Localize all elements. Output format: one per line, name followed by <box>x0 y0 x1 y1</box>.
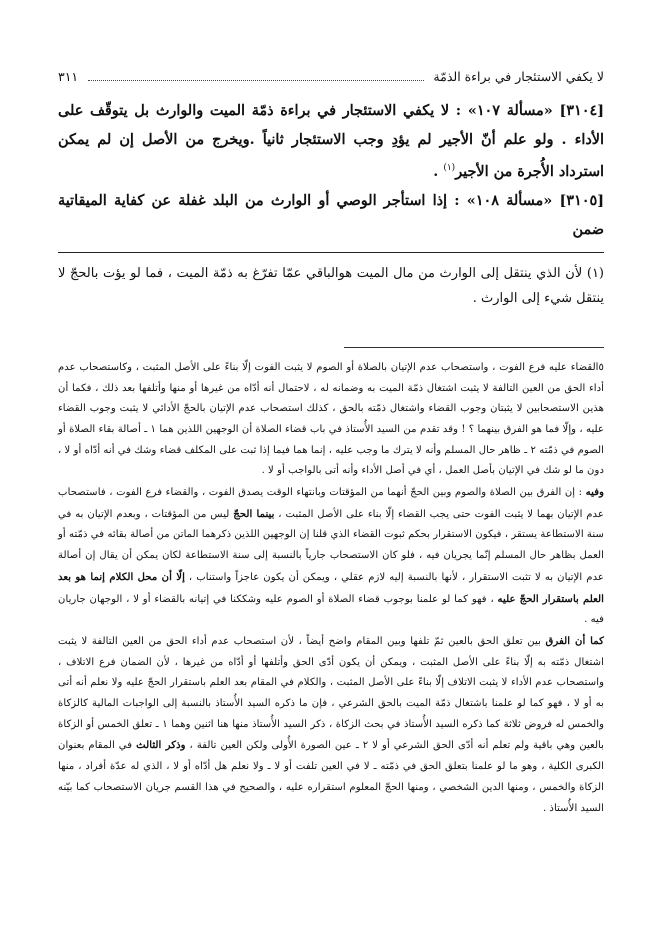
commentary-bold-lead: كما أن الفرق <box>545 634 604 647</box>
issue-108 <box>58 186 604 244</box>
commentary-paragraph-1: ٥القضاء عليه فرع الفوت ، واستصحاب عدم الإتيان بالصلاة أو الصوم لا يثبت الفوت إلّا بناءً على الأصل المثبت ، وكاستصحاب عدم أداء الحق من العين التالفة لا يثبت اشتغال ذمّة الميت به وضمانه له ، لاحتمال أنه أدّاه من غيرها أو منها وأتلفها بعد ذلك ، فكما أن هذين الاستصحابين لا يثبتان وجوب القضاء واشتغال ذمّته بالحق ، كذلك استصحاب عدم الإتيان بالحجّ الأدائي لا يثبت وجوب القضاء عليه ، وإلّا فما هو الفرق بينهما ؟ ! وقد تقدم من السيد الأُستاذ في باب قضاء الصلاة أن الوجهين اللذين هما ١ ـ أصالة بقاء الصلاة أو الصوم في ذمّته ٢ ـ ظاهر حال المسلم وأنه لا يترك ما وجب عليه ، إنما هما فيما إذا ثبت على المكلف قضاء وشك في أنه أدّاه أو لا ، دون ما لو شك في الإتيان بأصل العمل ، أي في أصل الأداء وأنه أتى بالواجب أو لا . <box>58 361 604 477</box>
footnote-divider <box>58 252 604 253</box>
footnote-1 <box>58 261 604 311</box>
running-title: لا يكفي الاستئجار في براءة الذمّة <box>433 69 604 84</box>
issue-107-label: «مسألة ١٠٧» <box>467 102 553 119</box>
commentary-divider <box>344 347 604 348</box>
book-page <box>58 66 604 819</box>
issue-107-text: : لا يكفي الاستئجار في براءة ذمّة الميت والوارث بل يتوقّف على الأداء . ولو علم أنّ الأجير لم يؤدِ وجب الاستئجار ثانياً .ويخرج من الأصل إن لم يمكن استرداد الأُجرة من الأجير <box>58 102 604 180</box>
commentary <box>58 358 604 819</box>
issue-107-number: [٣١٠٤] <box>559 102 604 119</box>
commentary-paragraph-2: وفيه : إن الفرق بين الصلاة والصوم وبين الحجّ أنهما من المؤقتات وبانتهاء الوقت يصدق الفوت ، والقضاء فرع الفوت ، فاستصحاب عدم الإتيان بهما لا يثبت الفوت حتى يجب القضاء إلّا بناء على الأصل المثبت ، بينما الحجّ ليس من المؤقتات ، وبعدم الإتيان به في سنة الاستطاعة يستقر ، فيكون الاستقرار بحكم ثبوت القضاء الذي قلنا إن الوجهين اللذين ذكرهما الماتن من أصالة بقائه في ذمّته أو العمل بظاهر حال المسلم إنّما يجريان فيه ، فلو كان الاستصحاب جارياً بالنسبة إلى سنة الاستطاعة لكان يمكن أن يقال إن أصالة عدم الإتيان به لا تثبت الاستقرار ، لأنها بالنسبة إليه لازم عقلي ، ويمكن أن يكون عاجزاً واستناب ، إلّا أن محل الكلام إنما هو بعد العلم باستقرار الحجّ عليه ، فهو كما لو علمنا بوجوب قضاء الصلاة أو الصوم عليه وشككنا في إتيانه بالقضاء أو لا ، الوجهان جاريان فيه . <box>58 486 604 626</box>
page-number: ٣١١ <box>58 69 79 84</box>
main-text <box>58 96 604 244</box>
footnote-ref-1[interactable]: (١) <box>443 163 456 173</box>
commentary-bold-lead: وفيه <box>585 486 604 499</box>
footnote-1-text: (١) لأن الذي ينتقل إلى الوارث من مال الميت هوالباقي عمّا تفرّغ به ذمّة الميت ، فما لو يؤت بالحجّ لا ينتقل شيء إلى الوارث . <box>58 265 604 306</box>
commentary-paragraph-3: كما أن الفرق بين تعلق الحق بالعين ثمّ تلفها وبين المقام واضح أيضاً ، لأن استصحاب عدم أداء الحق من العين التالفة لا يثبت اشتغال ذمّته به إلّا بناءً على الأصل المثبت ، ويمكن أن يكون أدّى الحق وأتلفها أو أدّاه من غيرها ، لأن الضمان فرع الاتلاف ، واستصحاب عدم الأداء لا يثبت الاتلاف إلّا بناءً على الأصل المثبت ، والكلام في المقام بعد العلم باستقرار الحجّ عليه ولا نعلم أنه أتى به أو لا ، فهو كما لو علمنا باشتغال ذمّة الميت بالحق الشرعي ، فإن ما ذكره السيد الأُستاذ بالنسبة إلى الواجبات المالية كالزكاة والخمس له فروض ثلاثة كما ذكره السيد الأُستاذ في بحث الزكاة ، ذكر السيد الأُستاذ منها هنا اثنين وهما ١ ـ تعلق الخمس أو الزكاة بالعين وهي باقية ولم تعلم أنه أدّى الحق الشرعي أو لا ٢ ـ عين الصورة الأُولى ولكن العين تالفة ، وذكر الثالث في المقام بعنوان الكبرى الكلية ، وهو ما لو علمنا بتعلق الحق في ذمّته ـ لا في العين تلفت أو لا ـ ولا نعلم هل أدّاه أو لا ، الذي له عدّة أفراد ، منها الزكاة والخمس ، ومنها الدين الشخصي ، ومنها الحجّ المعلوم استقراره عليه ، والصحيح في هذا القسم جريان الاستصحاب كما بيّنه السيد الأُستاذ . <box>58 634 605 814</box>
header-dot-leader <box>88 80 424 81</box>
issue-108-number: [٣١٠٥] <box>559 191 604 209</box>
issue-108-text: : إذا استأجر الوصي أو الوارث من البلد غفلة عن كفاية الميقاتية ضمن <box>58 191 604 238</box>
running-header <box>58 66 604 88</box>
issue-107: [٣١٠٤] «مسألة ١٠٧» : لا يكفي الاستئجار في براءة ذمّة الميت والوارث بل يتوقّف على الأداء . ولو علم أنّ الأجير لم يؤدِ وجب الاستئجار ثانياً .ويخرج من الأصل إن لم يمكن استرداد الأُجرة من الأجير$^{(١)}$ . <box>58 102 604 180</box>
issue-108-label: «مسألة ١٠٨» <box>466 191 553 209</box>
